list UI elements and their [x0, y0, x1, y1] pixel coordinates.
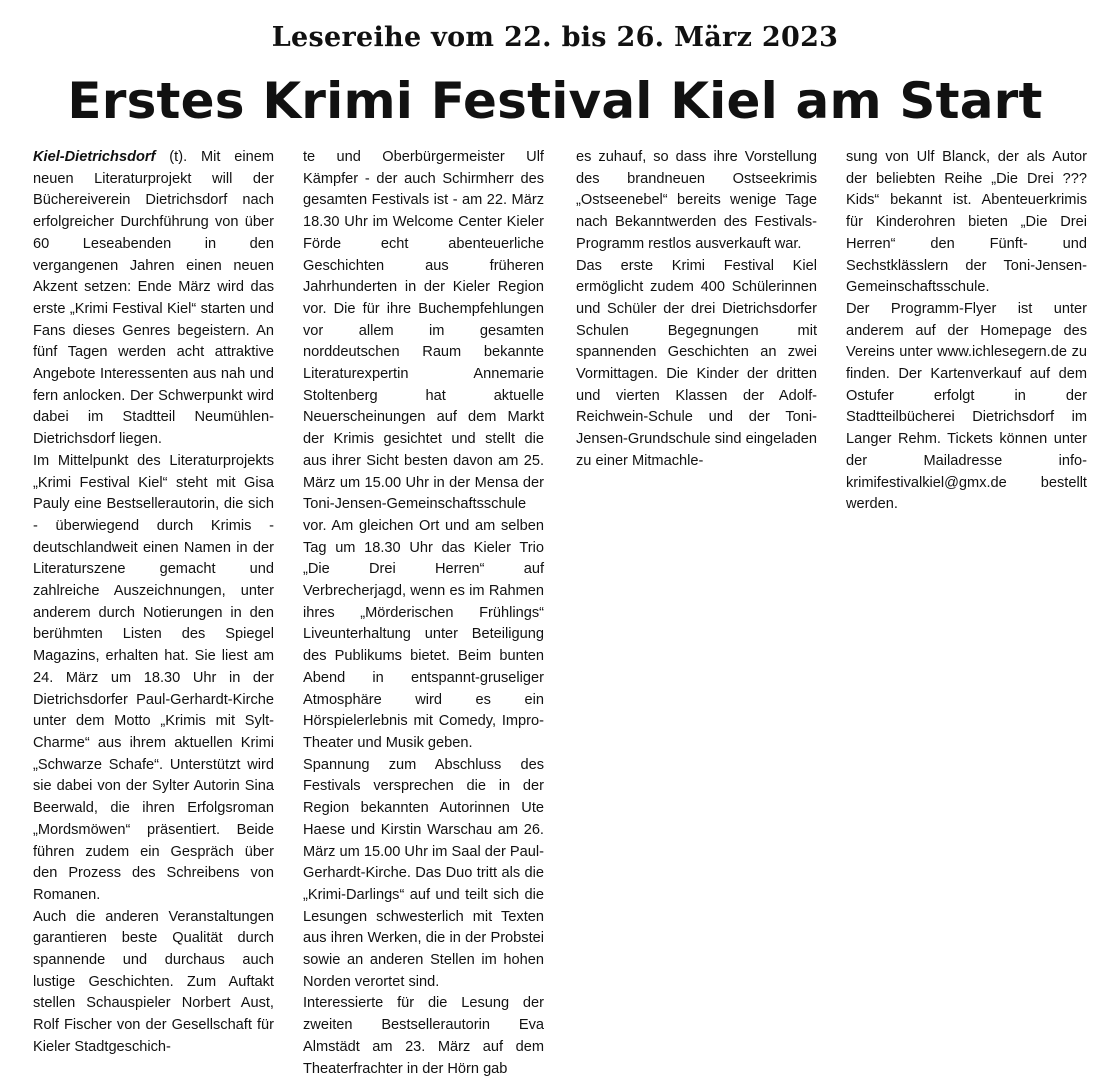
paragraph: es zuhauf, so dass ihre Vorstellung des brandneuen Ostseekrimis „Ostseenebel“ bereits wenige Tage nach Bekanntwerden des Festivals-Programm restlos ausverkauft war.	[576, 149, 817, 252]
paragraph: te und Oberbürgermeister Ulf Kämpfer - der auch Schirmherr des gesamten Festivals ist - am 22. März 18.30 Uhr im Welcome Center Kieler Förde echt abenteuerliche Geschichten aus früheren Jahrhunderten in der Kieler Region vor. Die für ihre Buchempfehlungen vor allem im gesamten norddeutschen Raum bekannte Literaturexpertin Annemarie Stoltenberg hat aktuelle Neuerscheinungen auf dem Markt der Krimis gesichtet und stellt die aus ihrer Sicht besten davon am 25. März um 15.00 Uhr in der Mensa der Toni-Jensen-Gemeinschaftsschule vor. Am gleichen Ort und am selben Tag um 18.30 Uhr das Kieler Trio „Die Drei Herren“ auf Verbrecherjagd, wenn es im Rahmen ihres „Mörderischen Frühlings“ Liveunterhaltung unter Beteiligung des Publikums bietet. Beim bunten Abend in entspannt-gruseliger Atmosphäre wird es ein Hörspielerlebnis mit Comedy, Impro-Theater und Musik geben.	[303, 149, 544, 751]
paragraph: Spannung zum Abschluss des Festivals versprechen die in der Region bekannten Autorinnen Ute Haese und Kirstin Warschau am 26. März um 15.00 Uhr im Saal der Paul-Gerhardt-Kirche. Das Duo tritt als die „Krimi-Darlings“ auf und teilt sich die Lesungen schwesterlich mit Texten aus ihren Werken, die in der Probstei sowie an anderen Stellen im hohen Norden verortet sind.	[303, 756, 544, 990]
paragraph: Auch die anderen Veranstaltungen garantieren beste Qualität durch spannende und durchaus auch lustige Geschichten. Zum Auftakt stellen Schauspieler Norbert Aust, Rolf Fischer von der Gesellschaft für Kieler Stadtgeschich-	[33, 908, 274, 1055]
paragraph-text: (t). Mit einem neuen Literaturprojekt will der Büchereiverein Dietrichsdorf nach erfolgreicher Durchführung von über 60 Leseabenden in den vergangenen Jahren einen neuen Akzent setzen: Ende März wird das erste „Krimi Festival Kiel“ starten und Fans dieses Genres begeistern. An fünf Tagen werden acht attraktive Angebote Interessenten aus nah und fern anlocken. Der Schwerpunkt wird dabei im Stadtteil Neumühlen-Dietrichsdorf liegen.	[33, 149, 274, 448]
article-headline: Erstes Krimi Festival Kiel am Start	[67, 72, 1043, 130]
dateline: Kiel-Dietrichsdorf	[33, 149, 156, 165]
paragraph: Im Mittelpunkt des Literaturprojekts „Krimi Festival Kiel“ steht mit Gisa Pauly eine Bestsellerautorin, die sich - überwiegend durch Krimis - deutschlandweit einen Namen in der Literaturszene gemacht und zahlreiche Auszeichnungen, unter anderem durch Notierungen in den berühmten Listen des Spiegel Magazins, erhalten hat. Sie liest am 24. März um 18.30 Uhr in der Dietrichsdorfer Paul-Gerhardt-Kirche unter dem Motto „Krimis mit Sylt-Charme“ aus ihrem aktuellen Krimi „Schwarze Schafe“. Unterstützt wird sie dabei von der Sylter Autorin Sina Beerwald, die ihren Erfolgsroman „Mordsmöwen“ präsentiert. Beide führen zudem ein Gespräch über den Prozess des Schreibens von Romanen.	[33, 452, 274, 903]
article-kicker: Lesereihe vom 22. bis 26. März 2023	[271, 22, 839, 53]
article-column-4	[846, 147, 1087, 516]
paragraph	[33, 147, 274, 451]
paragraph: Das erste Krimi Festival Kiel ermöglicht zudem 400 Schülerinnen und Schüler der drei Dietrichsdorfer Schulen Begegnungen mit spannenden Geschichten an zwei Vormittagen. Die Kinder der dritten und vierten Klassen der Adolf-Reichwein-Schule und der Toni-Jensen-Grundschule sind eingeladen zu einer Mitmachle-	[576, 257, 817, 469]
article-column-2	[303, 147, 544, 1080]
paragraph: sung von Ulf Blanck, der als Autor der beliebten Reihe „Die Drei ??? Kids“ bekannt ist. Abenteuerkrimis für Kinderohren bieten „Die Drei Herren“ den Fünft- und Sechstklässlern der Toni-Jensen-Gemeinschaftsschule.	[846, 149, 1087, 296]
article-column-3	[576, 147, 817, 473]
paragraph: Interessierte für die Lesung der zweiten Bestsellerautorin Eva Almstädt am 23. März auf dem Theaterfrachter in der Hörn gab	[303, 995, 544, 1077]
article-column-1	[33, 147, 274, 1059]
paragraph: Der Programm-Flyer ist unter anderem auf der Homepage des Vereins unter www.ichlesegern.de zu finden. Der Kartenverkauf auf dem Ostufer erfolgt in der Stadtteilbücherei Dietrichsdorf im Langer Rehm. Tickets können unter der Mailadresse info-krimifestivalkiel@gmx.de bestellt werden.	[846, 300, 1087, 513]
